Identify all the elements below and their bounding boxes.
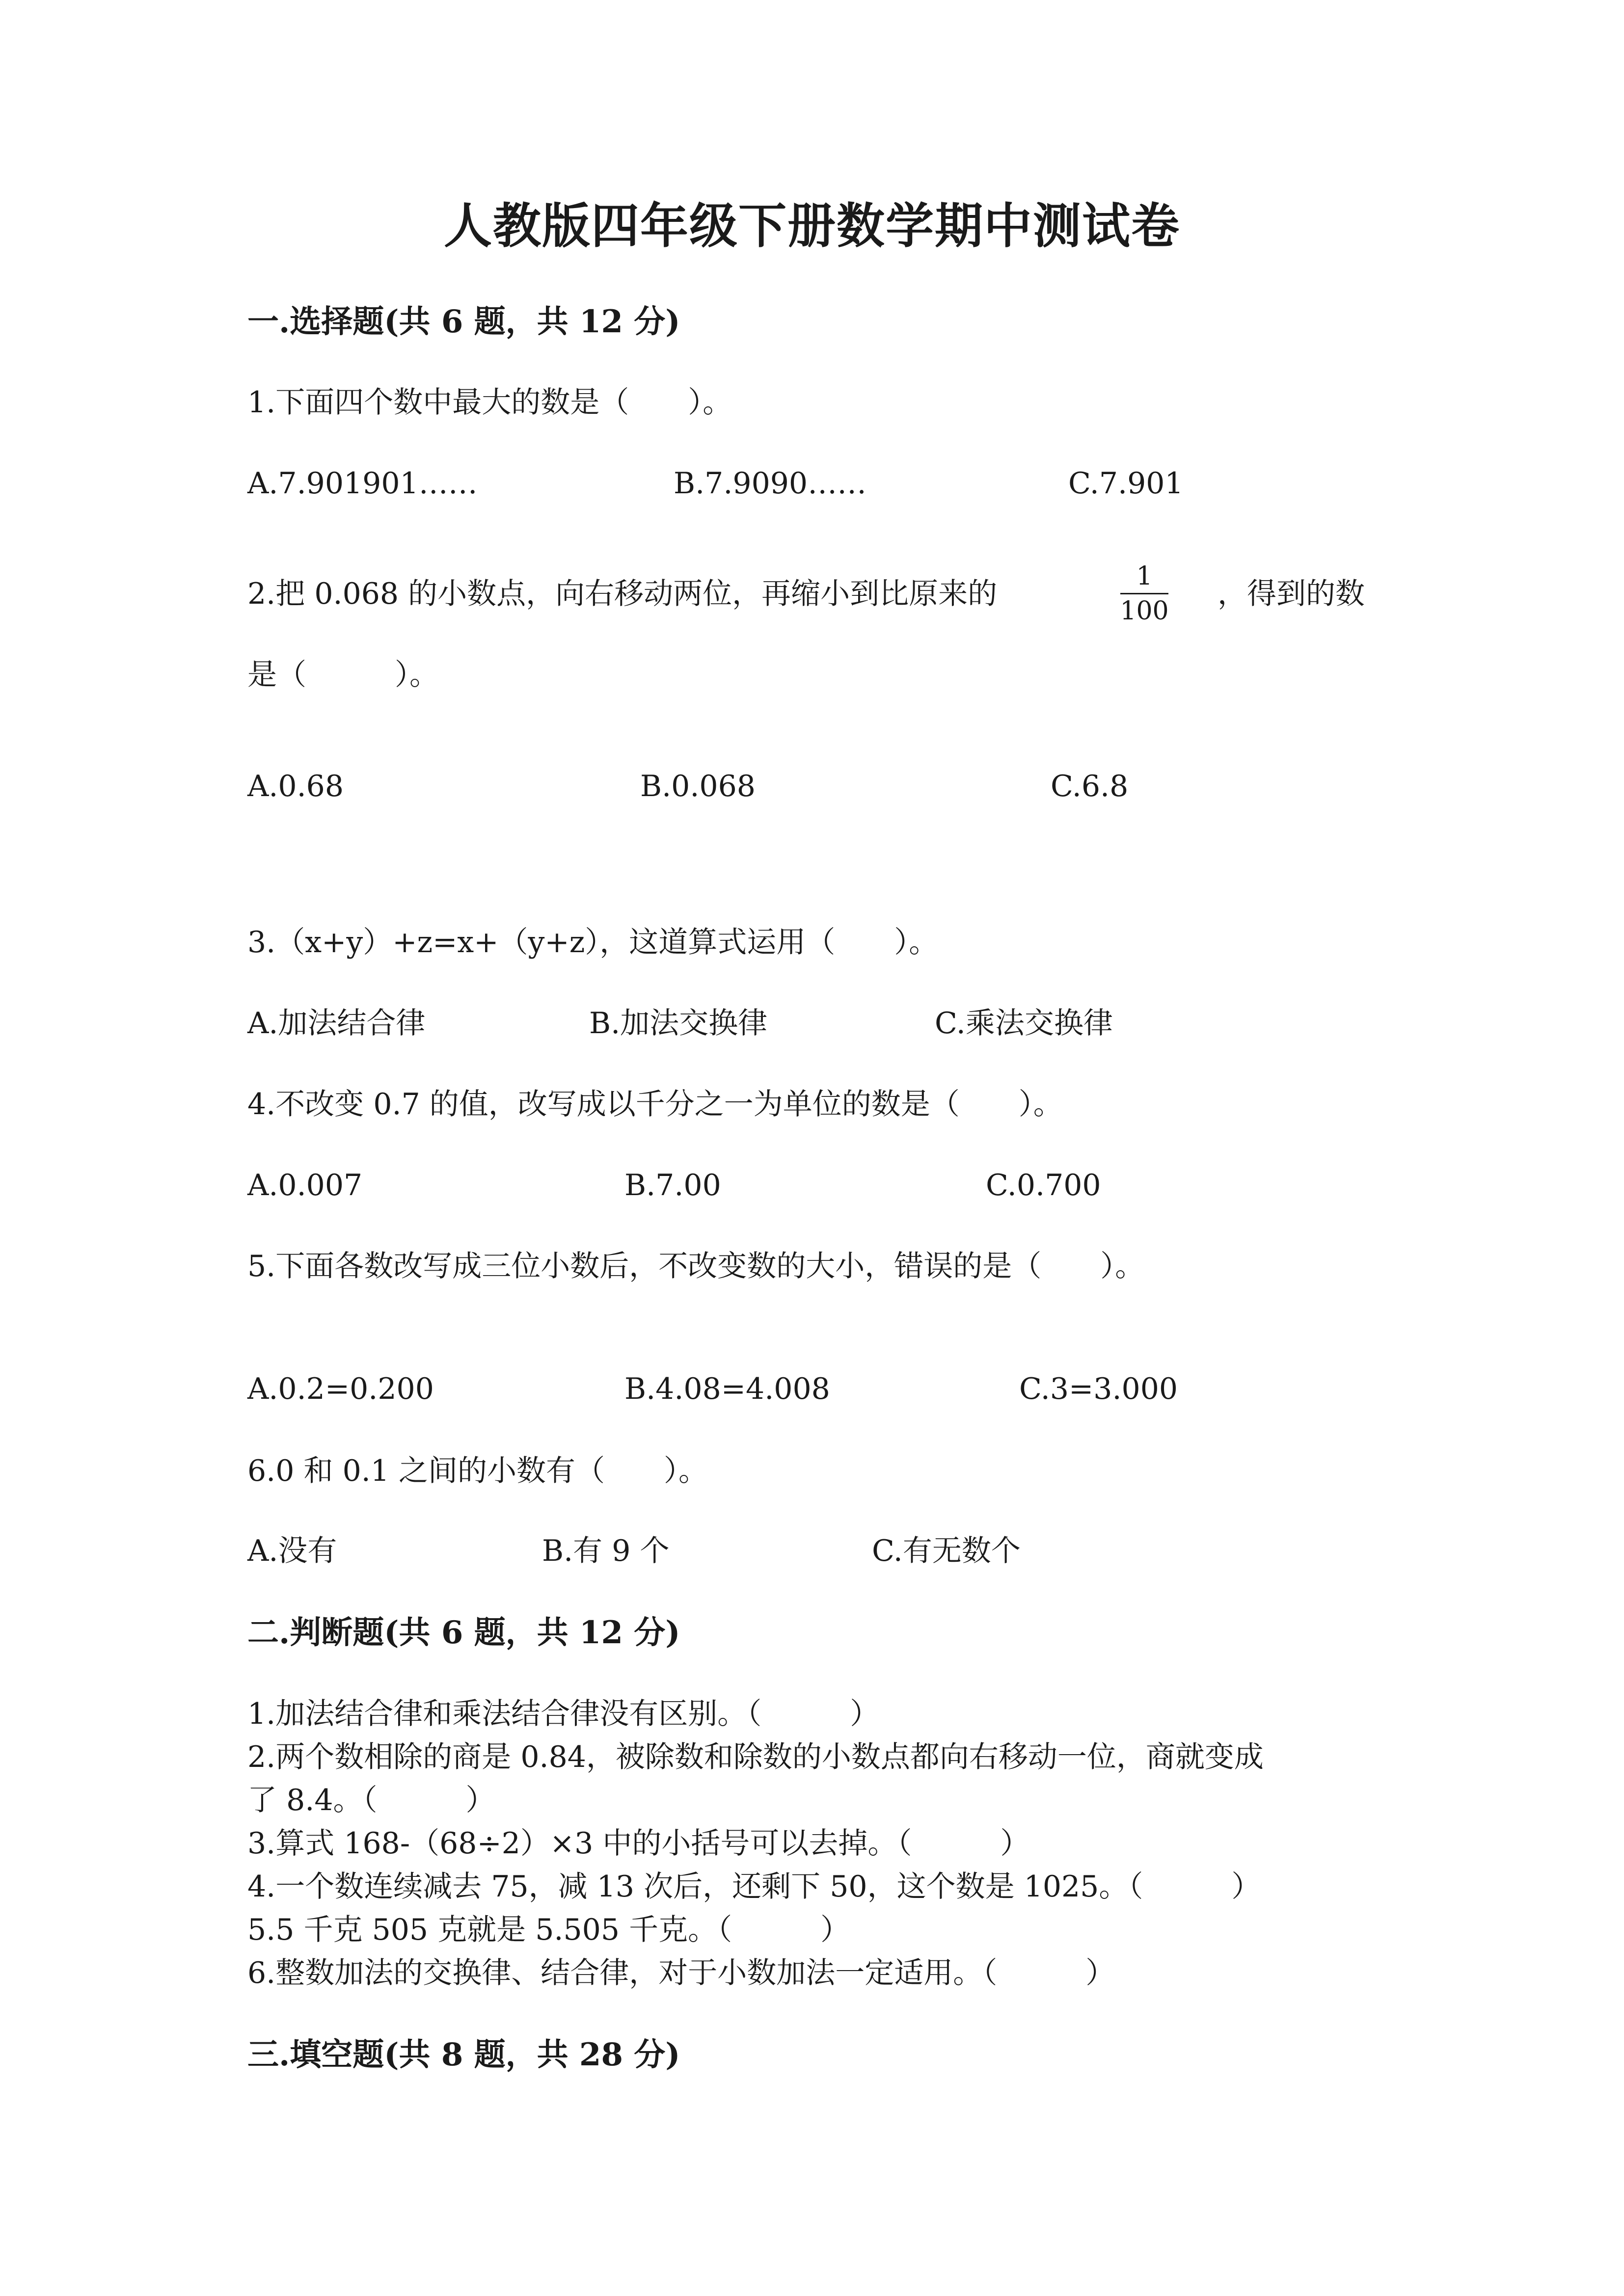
fraction-denominator: 100 — [1120, 596, 1169, 626]
judge-item-4: 4.一个数连续减去 75，减 13 次后，还剩下 50，这个数是 1025。（ ） — [247, 1869, 1261, 1904]
choice-q2-stem-part2: ，得到的数 — [1218, 577, 1365, 611]
choice-q5-option-b: B.4.08=4.008 — [624, 1372, 830, 1406]
judge-item-5: 5.5 千克 505 克就是 5.505 千克。（ ） — [247, 1913, 850, 1947]
choice-q2-option-c: C.6.8 — [1051, 769, 1129, 803]
choice-q5-option-c: C.3=3.000 — [1019, 1372, 1178, 1406]
judge-item-6: 6.整数加法的交换律、结合律，对于小数加法一定适用。（ ） — [247, 1956, 1115, 1990]
fraction-numerator: 1 — [1136, 561, 1153, 591]
judge-item-2-line2: 了 8.4。（ ） — [247, 1783, 495, 1817]
choice-q4-option-a: A.0.007 — [247, 1168, 363, 1202]
choice-q3-option-a: A.加法结合律 — [247, 1006, 426, 1041]
choice-q2-stem-part1: 2.把 0.068 的小数点，向右移动两位，再缩小到比原来的 — [247, 577, 998, 611]
judge-item-3: 3.算式 168-（68÷2）×3 中的小括号可以去掉。（ ） — [247, 1826, 1030, 1861]
choice-q3-option-c: C.乘法交换律 — [935, 1006, 1113, 1041]
section-heading-judge: 二.判断题(共 6 题，共 12 分) — [247, 1614, 680, 1651]
choice-q1-option-c: C.7.901 — [1068, 466, 1184, 501]
choice-q5-option-a: A.0.2=0.200 — [247, 1372, 434, 1406]
choice-q2-option-a: A.0.68 — [247, 769, 344, 803]
judge-item-1: 1.加法结合律和乘法结合律没有区别。（ ） — [247, 1697, 880, 1731]
choice-q4-stem: 4.不改变 0.7 的值，改写成以千分之一为单位的数是（ ）。 — [247, 1087, 1063, 1121]
choice-q4-option-c: C.0.700 — [986, 1168, 1101, 1202]
choice-q3-option-b: B.加法交换律 — [589, 1006, 768, 1041]
choice-q3-stem: 3.（x+y）+z=x+（y+z），这道算式运用（ ）。 — [247, 925, 939, 960]
choice-q1-stem: 1.下面四个数中最大的数是（ ）。 — [247, 385, 732, 420]
page-title: 人教版四年级下册数学期中测试卷 — [443, 198, 1180, 254]
choice-q6-option-c: C.有无数个 — [872, 1534, 1021, 1568]
choice-q1-option-a: A.7.901901…… — [247, 466, 478, 501]
choice-q5-stem: 5.下面各数改写成三位小数后，不改变数的大小，错误的是（ ）。 — [247, 1249, 1145, 1283]
choice-q2-option-b: B.0.068 — [640, 769, 756, 803]
fraction-one-hundredth — [1117, 563, 1171, 624]
choice-q1-option-b: B.7.9090…… — [674, 466, 867, 501]
choice-q2-stem-part3: 是（ ）。 — [247, 658, 439, 692]
choice-q6-stem: 6.0 和 0.1 之间的小数有（ ）。 — [247, 1454, 708, 1488]
choice-q6-option-a: A.没有 — [247, 1534, 337, 1568]
section-heading-choice: 一.选择题(共 6 题，共 12 分) — [247, 303, 680, 340]
choice-q6-option-b: B.有 9 个 — [542, 1534, 670, 1568]
choice-q4-option-b: B.7.00 — [624, 1168, 721, 1202]
judge-item-2-line1: 2.两个数相除的商是 0.84，被除数和除数的小数点都向右移动一位，商就变成 — [247, 1740, 1264, 1774]
section-heading-fill: 三.填空题(共 8 题，共 28 分) — [247, 2036, 680, 2073]
